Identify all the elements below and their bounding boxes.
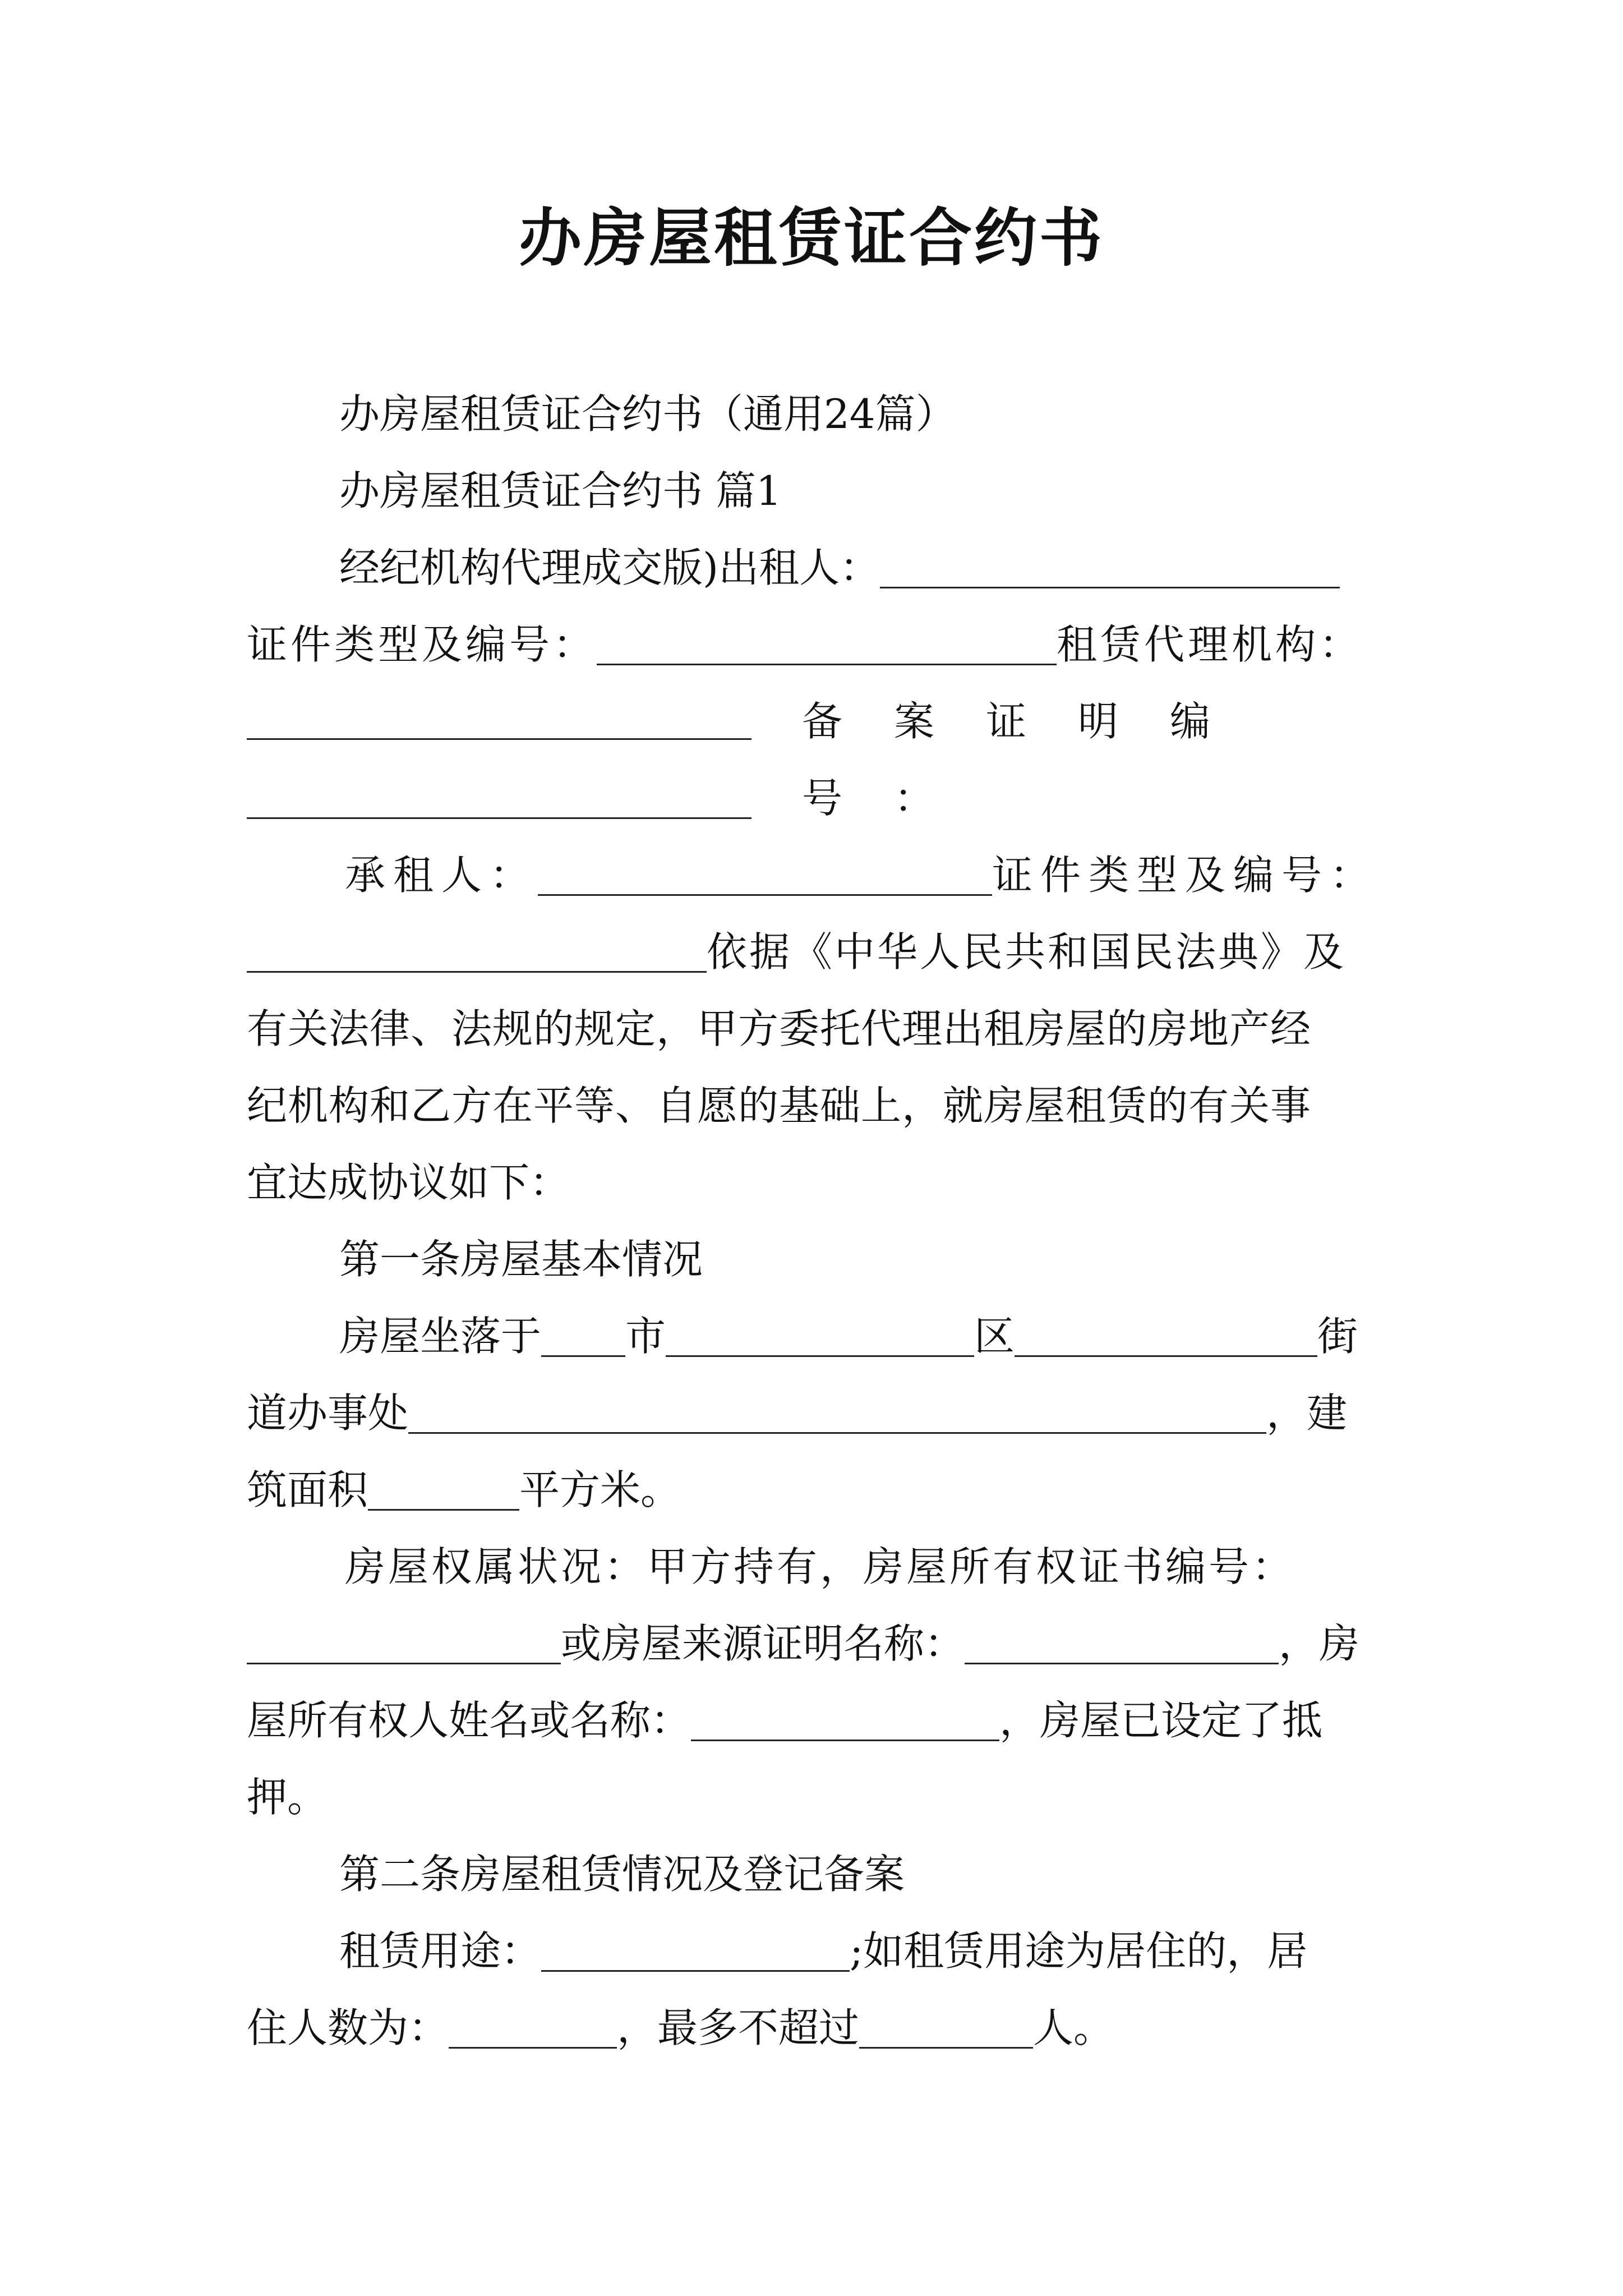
office-prefix: 道办事处 — [247, 1389, 409, 1437]
comma-build: ，建 — [1266, 1389, 1348, 1437]
lessee-label: 承租人： — [345, 852, 538, 899]
id-agency-line — [247, 606, 1385, 683]
mortgage-label: ，房屋已设定了抵 — [999, 1697, 1323, 1744]
source-blank[interactable] — [965, 1629, 1279, 1664]
office-blank[interactable] — [408, 1398, 1266, 1434]
lessor-label: 经纪机构代理成交版)出租人： — [339, 544, 880, 591]
residents-prefix: 住人数为： — [247, 2004, 449, 2051]
use-line — [247, 1913, 1385, 1990]
use-prefix: 租赁用途： — [339, 1927, 542, 1975]
record-blank[interactable] — [247, 784, 751, 819]
article1-title: 第一条房屋基本情况 — [339, 1236, 703, 1283]
area-unit: 平方米。 — [519, 1466, 681, 1513]
ownership-line-3 — [247, 1682, 1385, 1759]
use-suffix: ;如租赁用途为居住的，居 — [850, 1927, 1308, 1975]
subtitle: 办房屋租赁证合约书（通用24篇） — [339, 390, 956, 438]
city-blank[interactable] — [541, 1322, 625, 1357]
lessor-blank[interactable] — [880, 553, 1340, 588]
residents-line — [247, 1990, 1385, 2067]
certificate-blank[interactable] — [247, 1629, 561, 1664]
record-blank-line — [247, 760, 1385, 837]
use-blank[interactable] — [541, 1936, 850, 1972]
area-line — [247, 1452, 1385, 1529]
agency-blank[interactable] — [247, 705, 751, 740]
lessee-id-label: 证件类型及编号： — [992, 852, 1378, 899]
area-prefix: 筑面积 — [247, 1466, 368, 1513]
ownership-source-label: 或房屋来源证明名称： — [561, 1620, 965, 1667]
basis-line-2: 有关法律、法规的规定，甲方委托代理出租房屋的房地产经 — [247, 1005, 1312, 1052]
ownership-line-2 — [247, 1605, 1385, 1682]
city-label: 市 — [625, 1313, 666, 1360]
owner-name-label: 屋所有权人姓名或名称： — [247, 1697, 691, 1744]
located-prefix: 房屋坐落于 — [339, 1313, 542, 1360]
ownership-comma: ，房 — [1279, 1620, 1360, 1667]
lessee-line — [247, 837, 1385, 914]
document-body — [247, 376, 1385, 2067]
document-title: 办房屋租赁证合约书 — [519, 201, 1104, 275]
agency-label: 租赁代理机构： — [1057, 621, 1363, 668]
record-line — [247, 683, 1385, 822]
area-blank[interactable] — [368, 1475, 519, 1511]
district-label: 区 — [974, 1313, 1015, 1360]
basis-line-3: 纪机构和乙方在平等、自愿的基础上，就房屋租赁的有关事 — [247, 1082, 1312, 1129]
lessee-id-blank[interactable] — [247, 937, 707, 973]
basis-line-4: 宜达成协议如下： — [247, 1159, 570, 1206]
lessor-line — [247, 530, 1385, 606]
basis-line-1 — [247, 914, 1385, 991]
office-line — [247, 1375, 1385, 1452]
ownership-line-1: 房屋权属状况：甲方持有，房屋所有权证书编号： — [345, 1543, 1295, 1590]
owner-name-blank[interactable] — [691, 1706, 999, 1741]
residents-mid: ，最多不超过 — [617, 2004, 860, 2051]
max-residents-blank[interactable] — [859, 2013, 1033, 2049]
lessee-blank[interactable] — [538, 861, 992, 896]
ownership-line-4: 押。 — [247, 1774, 328, 1821]
street-blank[interactable] — [1015, 1322, 1317, 1357]
article2-title: 第二条房屋租赁情况及登记备案 — [339, 1851, 905, 1898]
location-line — [247, 1298, 1385, 1375]
id-blank[interactable] — [597, 630, 1057, 665]
piece-heading: 办房屋租赁证合约书 篇1 — [339, 467, 782, 514]
district-blank[interactable] — [666, 1322, 974, 1357]
residents-suffix: 人。 — [1033, 2004, 1114, 2051]
record-label: 备案证明编号： — [802, 698, 1262, 822]
residents-blank[interactable] — [449, 2013, 617, 2049]
street-label: 街 — [1317, 1313, 1358, 1360]
basis-text-1: 依据《中华人民共和国民法典》及 — [707, 928, 1347, 976]
id-label: 证件类型及编号： — [247, 621, 597, 668]
